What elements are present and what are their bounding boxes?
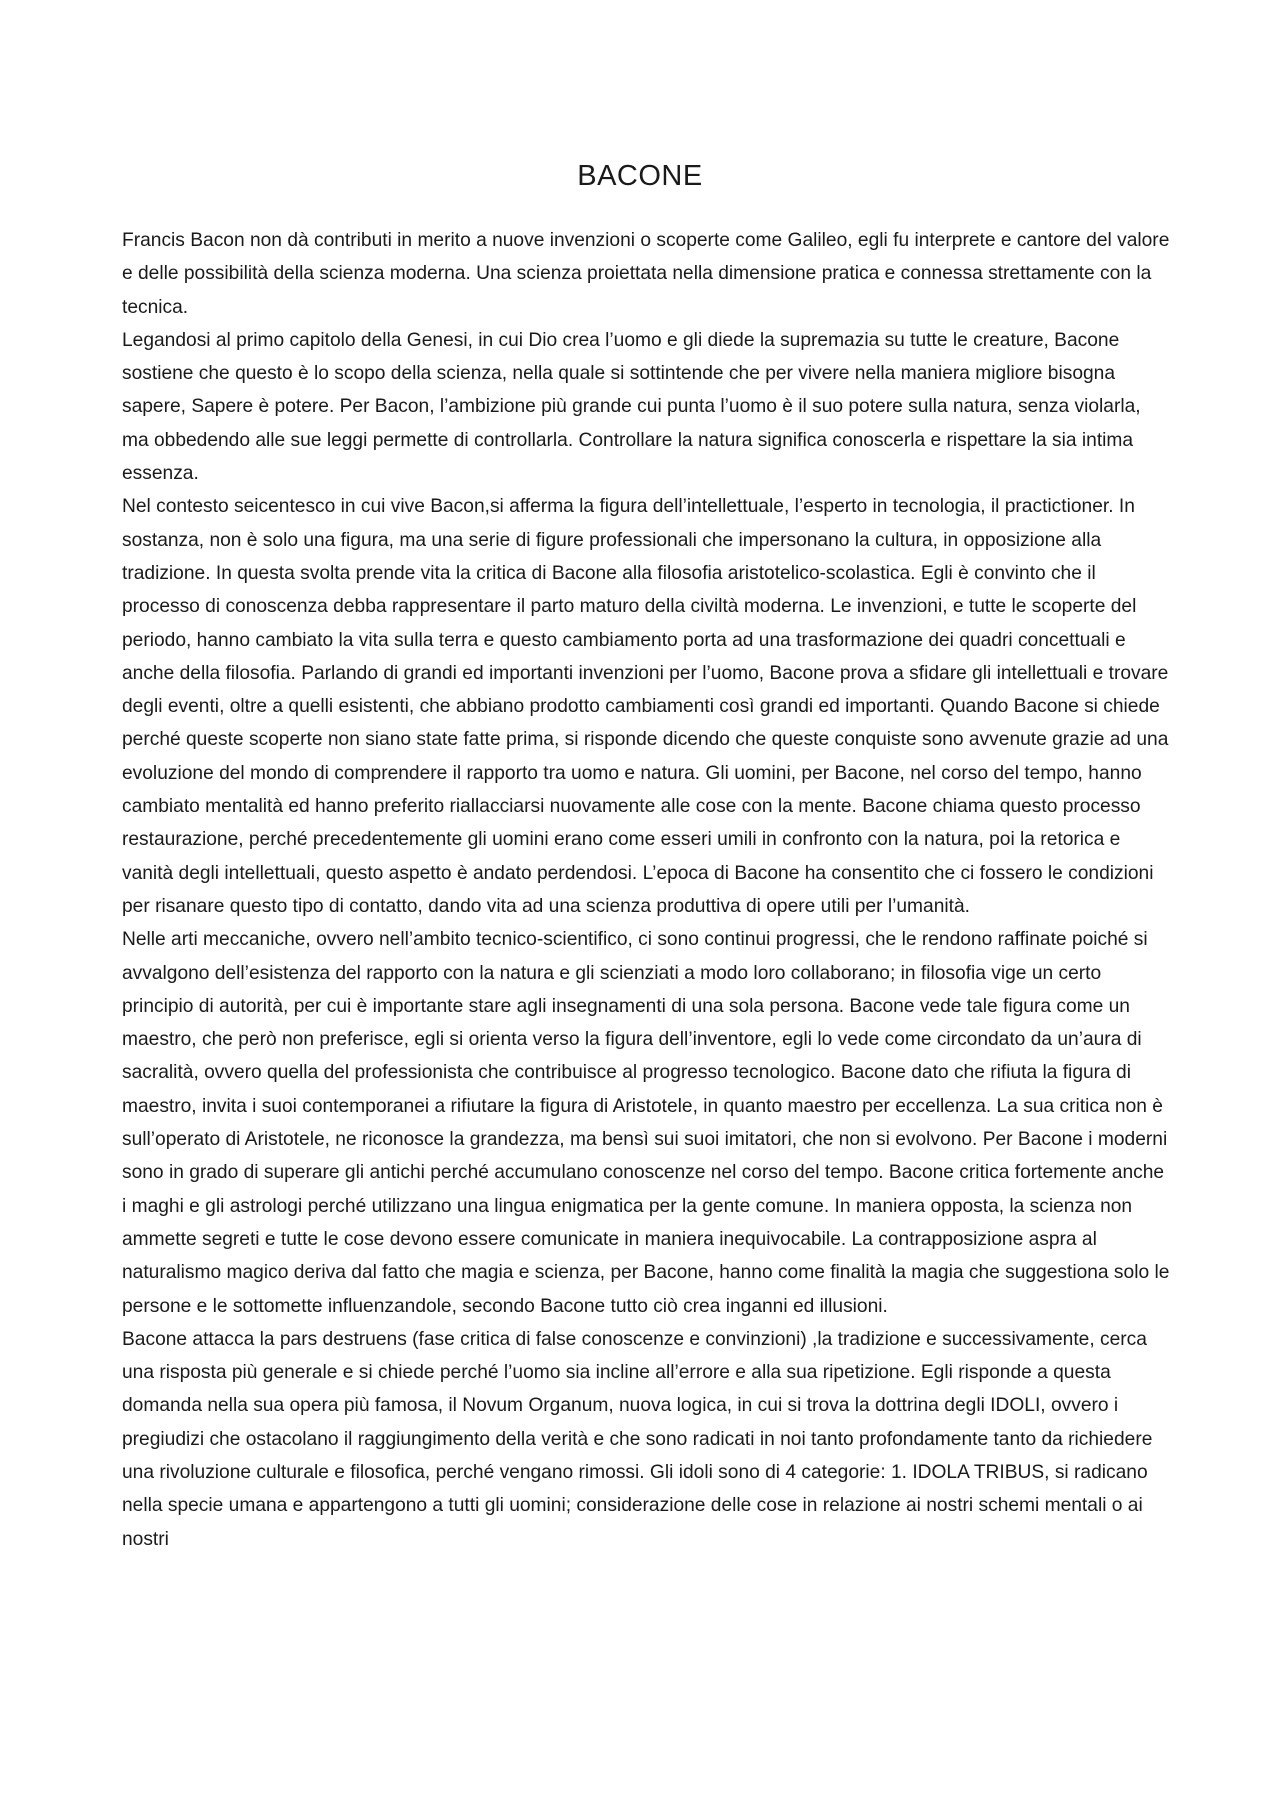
- paragraph-idoli: Bacone attacca la pars destruens (fase critica di false conoscenze e convinzioni) ,la tradizione e successivamente, cerca una risposta più generale e si chiede perché l’uomo sia incline all’errore e alla sua ripetizione. Egli risponde a questa domanda nella sua opera più famosa, il Novum Organum, nuova logica, in cui si trova la dottrina degli IDOLI, ovvero i pregiudizi che ostacolano il raggiungimento della verità e che sono radicati in noi tanto profondamente tanto da richiedere una rivoluzione culturale e filosofica, perché vengano rimossi. Gli idoli sono di 4 categorie: 1. IDOLA TRIBUS, si radicano nella specie umana e appartengono a tutti gli uomini; considerazione delle cose in relazione ai nostri schemi mentali o ai nostri: [122, 1328, 1153, 1550]
- paragraph-arti-meccaniche: Nelle arti meccaniche, ovvero nell’ambito tecnico-scientifico, ci sono continui progressi, che le rendono raffinate poiché si avvalgono dell’esistenza del rapporto con la natura e gli scienziati a modo loro collaborano; in filosofia vige un certo principio di autorità, per cui è importante stare agli insegnamenti di una sola persona. Bacone vede tale figura come un maestro, che però non preferisce, egli si orienta verso la figura dell’inventore, egli lo vede come circondato da un’aura di sacralità, ovvero quella del professionista che contribuisce al progresso tecnologico. Bacone dato che rifiuta la figura di maestro, invita i suoi contemporanei a rifiutare la figura di Aristotele, in quanto maestro per eccellenza. La sua critica non è sull’operato di Aristotele, ne riconosce la grandezza, ma bensì sui suoi imitatori, che non si evolvono. Per Bacone i moderni sono in grado di superare gli antichi perché accumulano conoscenze nel corso del tempo. Bacone critica fortemente anche i maghi e gli astrologi perché utilizzano una lingua enigmatica per la gente comune. In maniera opposta, la scienza non ammette segreti e tutte le cose devono essere comunicate in maniera inequivocabile. La contrapposizione aspra al naturalismo magico deriva dal fatto che magia e scienza, per Bacone, hanno come finalità la magia che suggestiona solo le persone e le sottomette influenzandole, secondo Bacone tutto ciò crea inganni ed illusioni.: [122, 929, 1170, 1317]
- document-body: [122, 224, 1172, 1556]
- paragraph-contesto: Nel contesto seicentesco in cui vive Bacon,si afferma la figura dell’intellettuale, l’esperto in tecnologia, il practictioner. In sostanza, non è solo una figura, ma una serie di figure professionali che impersonano la cultura, in opposizione alla tradizione. In questa svolta prende vita la critica di Bacone alla filosofia aristotelico-scolastica. Egli è convinto che il processo di conoscenza debba rappresentare il parto maturo della civiltà moderna. Le invenzioni, e tutte le scoperte del periodo, hanno cambiato la vita sulla terra e questo cambiamento porta ad una trasformazione dei quadri concettuali e anche della filosofia. Parlando di grandi ed importanti invenzioni per l’uomo, Bacone prova a sfidare gli intellettuali e trovare degli eventi, oltre a quelli esistenti, che abbiano prodotto cambiamenti così grandi ed importanti. Quando Bacone si chiede perché queste scoperte non siano state fatte prima, si risponde dicendo che queste conquiste sono avvenute grazie ad una evoluzione del mondo di comprendere il rapporto tra uomo e natura. Gli uomini, per Bacone, nel corso del tempo, hanno cambiato mentalità ed hanno preferito riallacciarsi nuovamente alle cose con la mente. Bacone chiama questo processo restaurazione, perché precedentemente gli uomini erano come esseri umili in confronto con la natura, poi la retorica e vanità degli intellettuali, questo aspetto è andato perdendosi. L’epoca di Bacone ha consentito che ci fossero le condizioni per risanare questo tipo di contatto, dando vita ad una scienza produttiva di opere utili per l’umanità.: [122, 496, 1169, 917]
- document-title: BACONE: [577, 160, 703, 192]
- paragraph-intro: Francis Bacon non dà contributi in merito a nuove invenzioni o scoperte come Galileo, egli fu interprete e cantore del valore e delle possibilità della scienza moderna. Una scienza proiettata nella dimensione pratica e connessa strettamente con la tecnica.: [122, 230, 1170, 318]
- paragraph-genesi: Legandosi al primo capitolo della Genesi, in cui Dio crea l’uomo e gli diede la supremazia su tutte le creature, Bacone sostiene che questo è lo scopo della scienza, nella quale si sottintende che per vivere nella maniera migliore bisogna sapere, Sapere è potere. Per Bacon, l’ambizione più grande cui punta l’uomo è il suo potere sulla natura, senza violarla, ma obbedendo alle sue leggi permette di controllarla. Controllare la natura significa conoscerla e rispettare la sia intima essenza.: [122, 329, 1141, 485]
